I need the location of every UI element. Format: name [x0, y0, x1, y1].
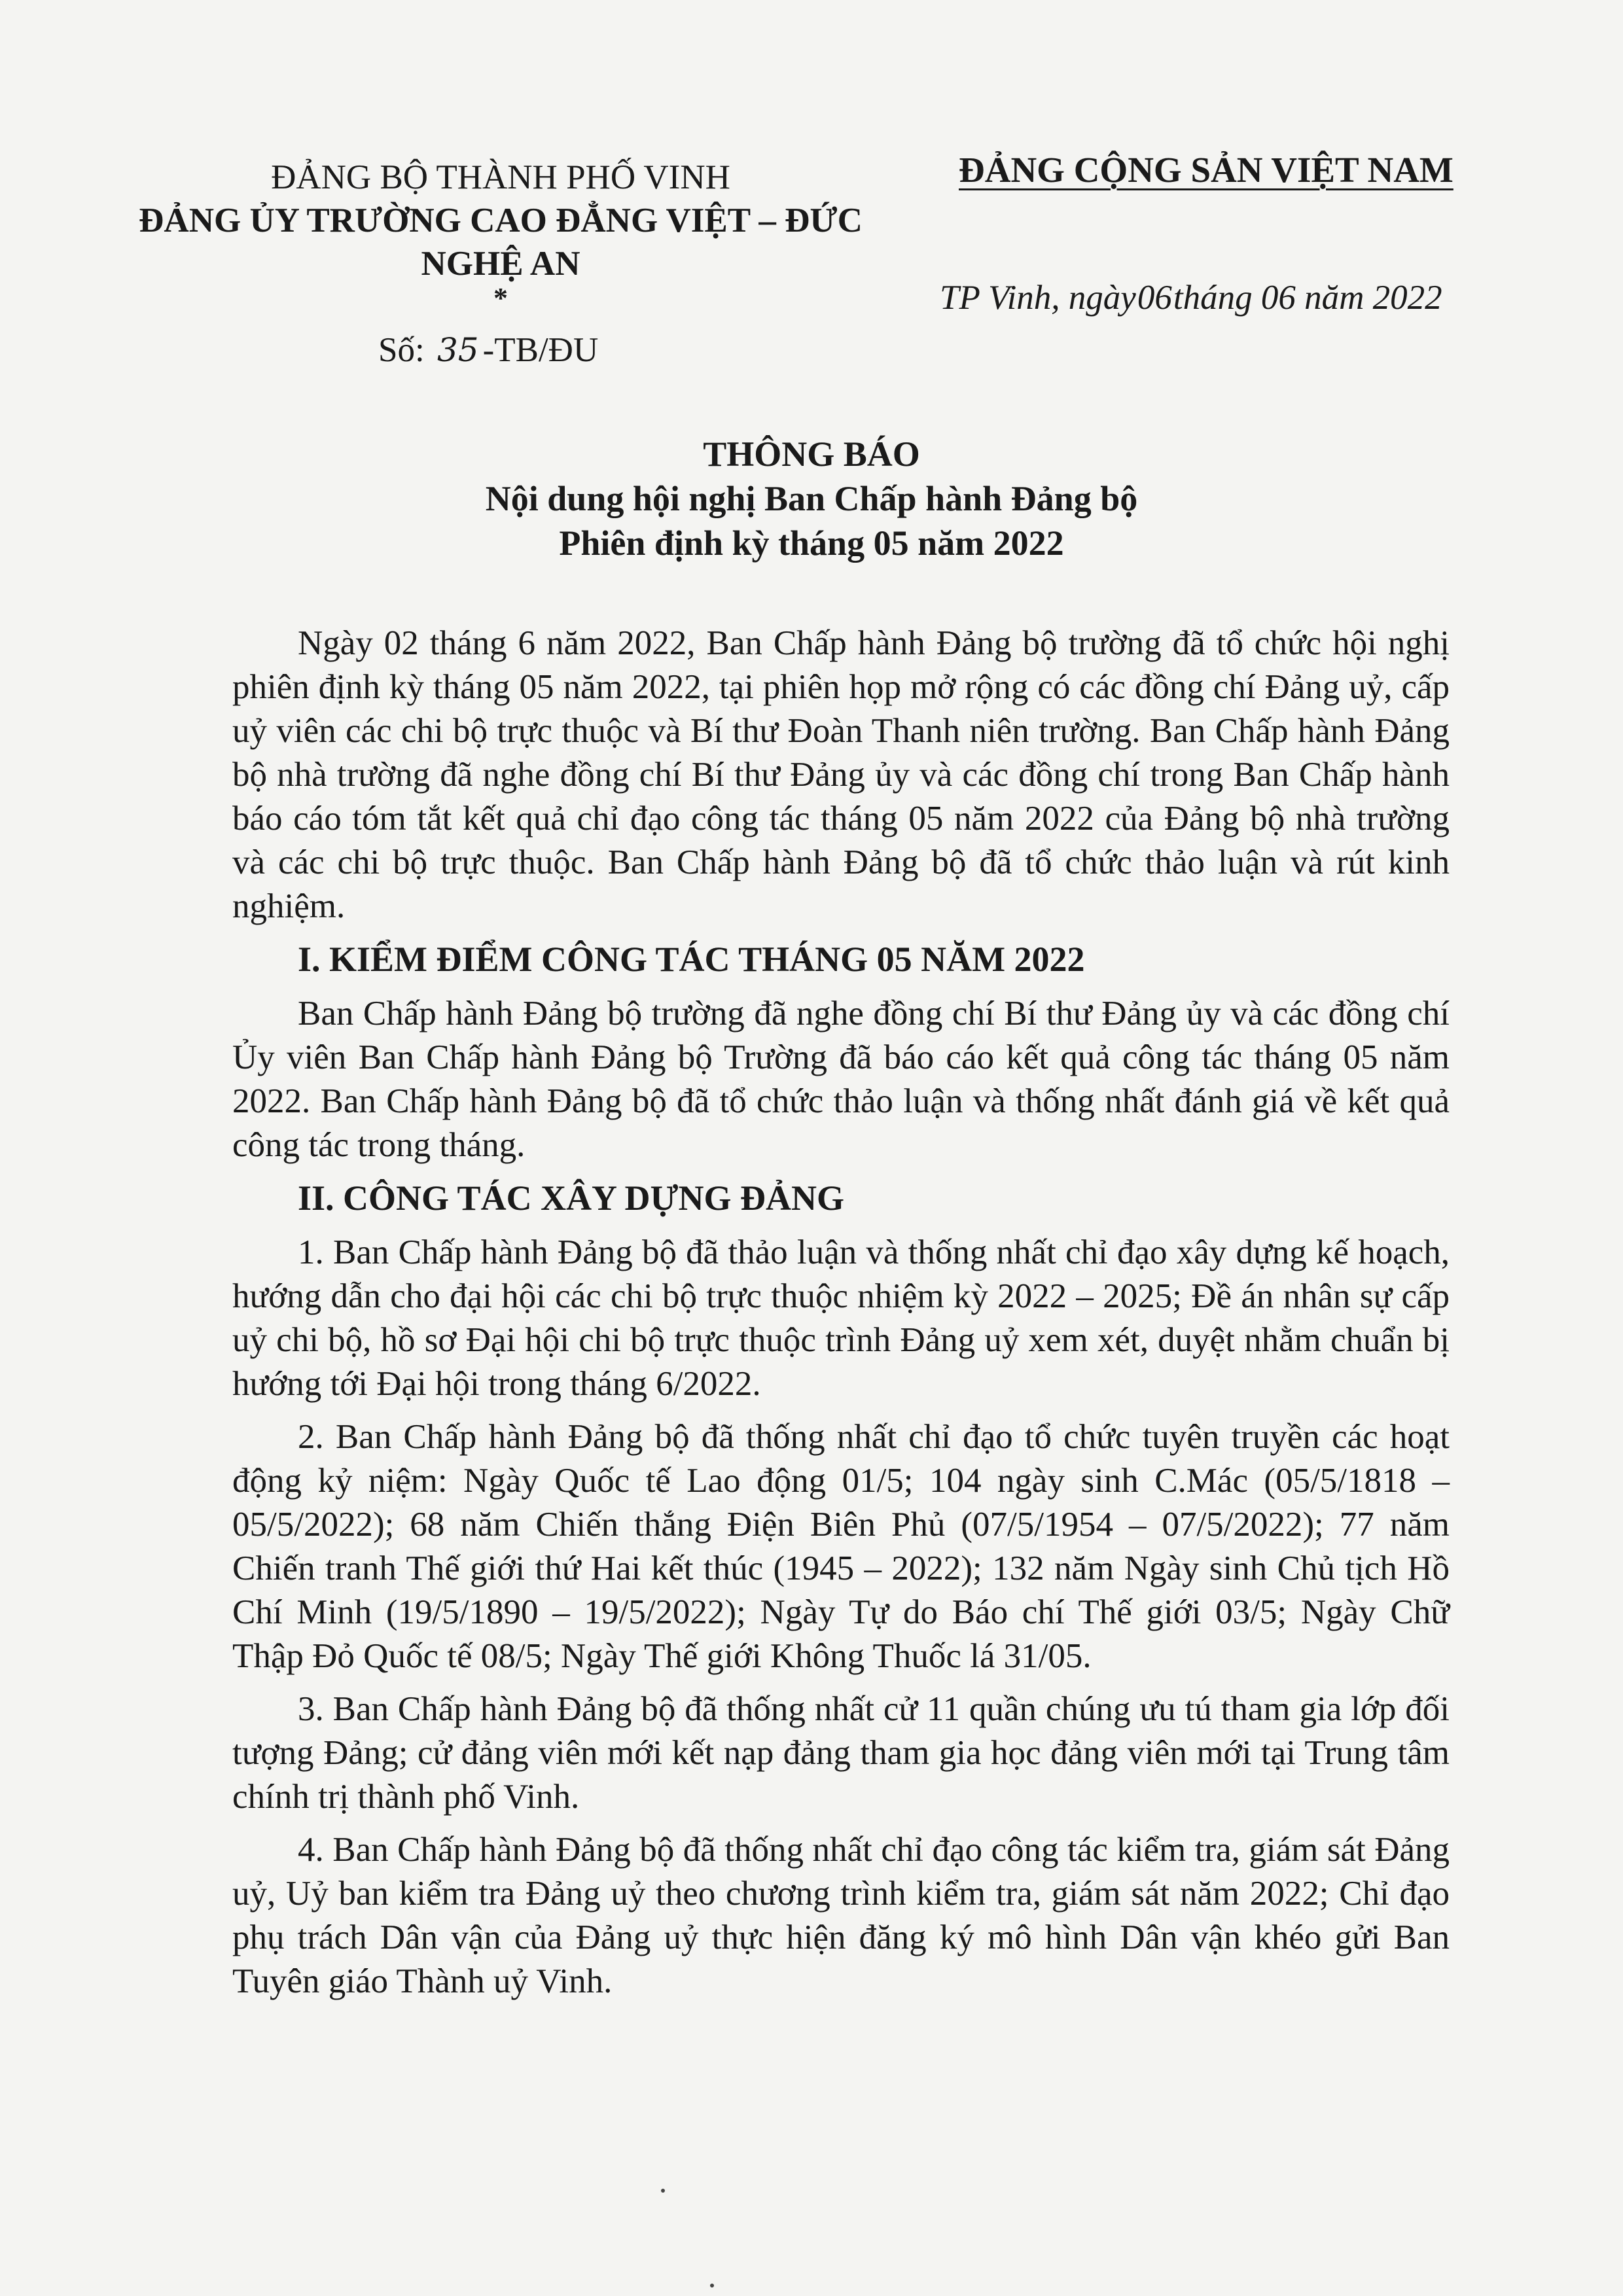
party-committee-province: NGHỆ AN — [421, 245, 580, 283]
section-1-paragraph: Ban Chấp hành Đảng bộ trường đã nghe đồng chí Bí thư Đảng ủy và các đồng chí Ủy viên Ban Chấp hành Đảng bộ Trường đã báo cáo kết quả công tác tháng 05 năm 2022. Ban Chấp hành Đảng bộ đã tổ chức thảo luận và thống nhất đánh giá về kết quả công tác trong tháng. — [232, 995, 1450, 1164]
issuing-body-header — [98, 156, 903, 314]
date-suffix: tháng 06 năm 2022 — [1173, 279, 1442, 317]
scan-speck — [661, 2189, 665, 2193]
date-day: 06 — [1137, 279, 1172, 317]
party-committee-school: ĐẢNG ỦY TRƯỜNG CAO ĐẲNG VIỆT – ĐỨC — [139, 202, 863, 239]
section-2-heading: II. CÔNG TÁC XÂY DỰNG ĐẢNG — [298, 1178, 845, 1218]
section-2-item-4: 4. Ban Chấp hành Đảng bộ đã thống nhất chỉ đạo công tác kiểm tra, giám sát Đảng uỷ, Uỷ ban kiểm tra Đảng uỷ theo chương trình kiểm tra, giám sát năm 2022; Chỉ đạo phụ trách Dân vận của Đảng uỷ thực hiện đăng ký mô hình Dân vận khéo gửi Ban Tuyên giáo Thành uỷ Vinh. — [232, 1831, 1450, 2000]
document-subtitle-2: Phiên định kỳ tháng 05 năm 2022 — [559, 523, 1064, 563]
section-2-item-1: 1. Ban Chấp hành Đảng bộ đã thảo luận và thống nhất chỉ đạo xây dựng kế hoạch, hướng dẫn cho đại hội các chi bộ trực thuộc nhiệm kỳ 2022 – 2025; Đề án nhân sự cấp uỷ chi bộ, hồ sơ Đại hội chi bộ trực thuộc trình Đảng uỷ xem xét, duyệt nhằm chuẩn bị hướng tới Đại hội trong tháng 6/2022. — [232, 1233, 1450, 1403]
section-2-item-3: 3. Ban Chấp hành Đảng bộ đã thống nhất cử 11 quần chúng ưu tú tham gia lớp đối tượng Đảng; cử đảng viên mới kết nạp đảng tham gia học đảng viên mới tại Trung tâm chính trị thành phố Vinh. — [232, 1690, 1450, 1816]
document-subtitle-1: Nội dung hội nghị Ban Chấp hành Đảng bộ — [485, 479, 1138, 518]
scan-speck — [710, 2284, 714, 2287]
document-title: THÔNG BÁO — [703, 434, 920, 474]
document-number-prefix: Số: — [378, 331, 425, 369]
header-star: * — [493, 282, 508, 314]
date-prefix: TP Vinh, ngày — [940, 279, 1136, 317]
section-1-heading: I. KIỂM ĐIỂM CÔNG TÁC THÁNG 05 NĂM 2022 — [298, 940, 1085, 979]
party-name-header: ĐẢNG CỘNG SẢN VIỆT NAM — [959, 150, 1454, 190]
document-title-block — [98, 432, 1525, 565]
document-number-value: 35 — [437, 331, 479, 369]
intro-paragraph: Ngày 02 tháng 6 năm 2022, Ban Chấp hành Đảng bộ trường đã tổ chức hội nghị phiên định kỳ tháng 05 năm 2022, tại phiên họp mở rộng có các đồng chí Đảng uỷ, cấp uỷ viên các chi bộ trực thuộc và Bí thư Đoàn Thanh niên trường. Ban Chấp hành Đảng bộ nhà trường đã nghe đồng chí Bí thư Đảng ủy và các đồng chí trong Ban Chấp hành báo cáo tóm tắt kết quả chỉ đạo công tác tháng 05 năm 2022 của Đảng bộ nhà trường và các chi bộ trực thuộc. Ban Chấp hành Đảng bộ đã tổ chức thảo luận và rút kinh nghiệm. — [232, 624, 1450, 925]
party-committee-city: ĐẢNG BỘ THÀNH PHỐ VINH — [271, 158, 730, 196]
section-2-item-2: 2. Ban Chấp hành Đảng bộ đã thống nhất chỉ đạo tổ chức tuyên truyền các hoạt động kỷ niệm: Ngày Quốc tế Lao động 01/5; 104 ngày sinh C.Mác (05/5/1818 – 05/5/2022); 68 năm Chiến thắng Điện Biên Phủ (07/5/1954 – 07/5/2022); 77 năm Chiến tranh Thế giới thứ Hai kết thúc (1945 – 2022); 132 năm Ngày sinh Chủ tịch Hồ Chí Minh (19/5/1890 – 19/5/2022); Ngày Tự do Báo chí Thế giới 03/5; Ngày Chữ Thập Đỏ Quốc tế 08/5; Ngày Thế giới Không Thuốc lá 31/05. — [232, 1418, 1450, 1675]
document-number — [378, 330, 598, 370]
document-body — [232, 622, 1450, 2013]
document-number-suffix: -TB/ĐU — [482, 331, 599, 369]
document-date — [940, 278, 1442, 317]
